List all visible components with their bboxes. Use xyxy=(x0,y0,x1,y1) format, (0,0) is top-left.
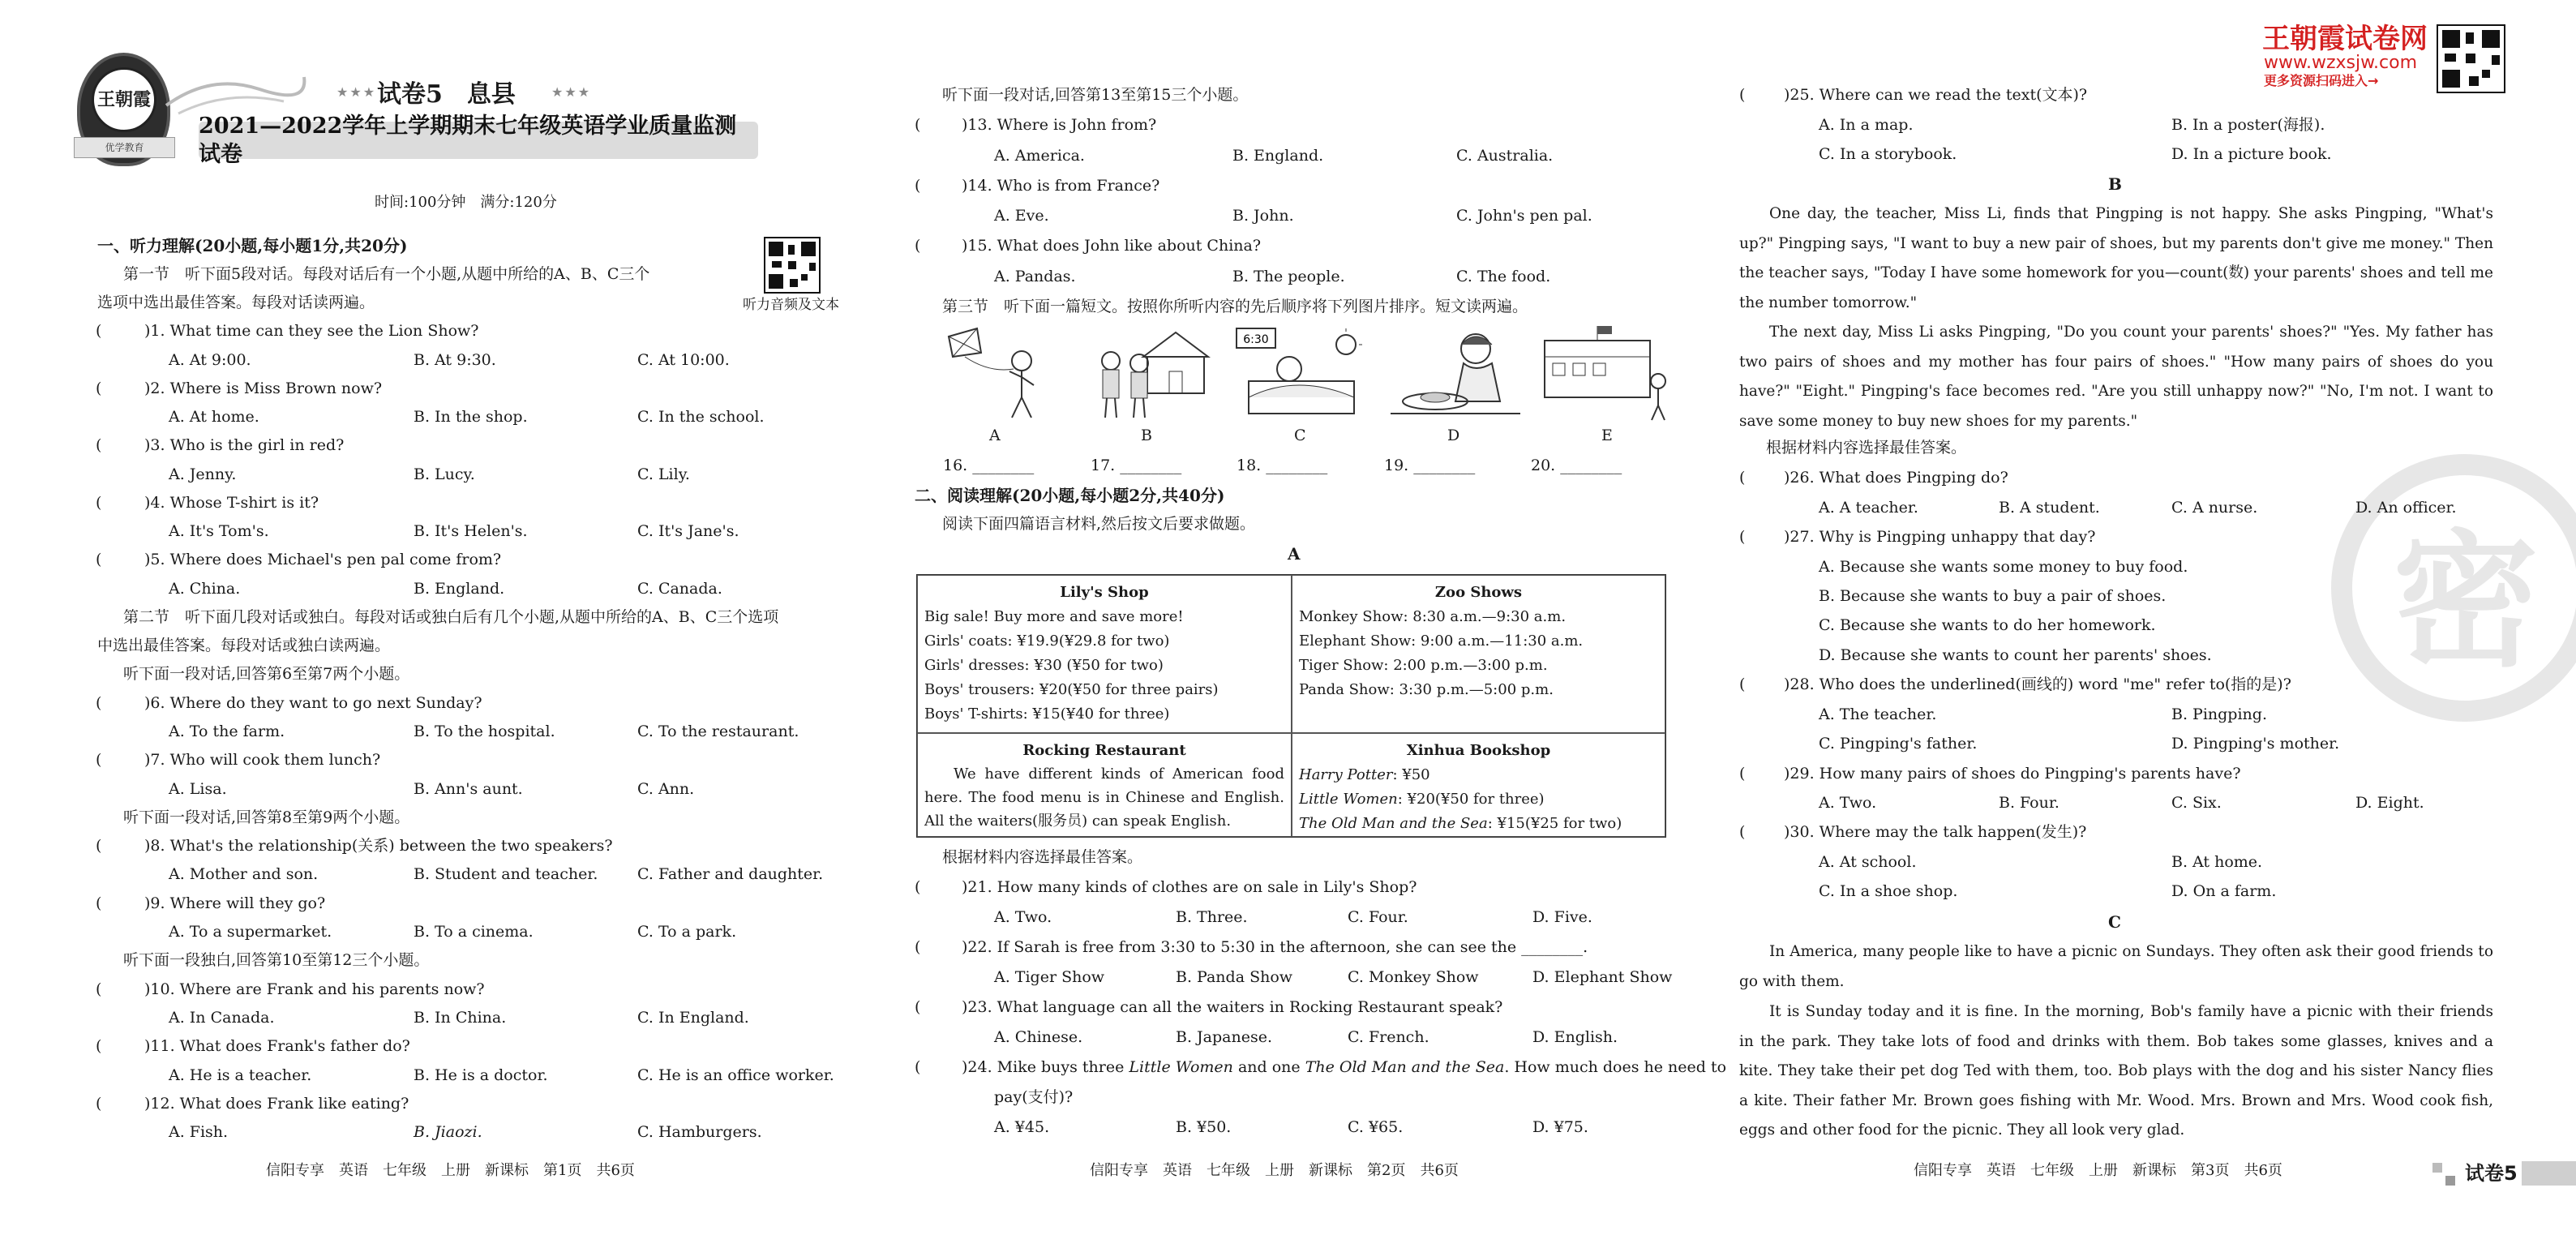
option-14a[interactable]: A. Eve. xyxy=(994,207,1049,225)
option-1b[interactable]: B. At 9:30. xyxy=(414,351,496,369)
restaurant-cell xyxy=(917,733,1292,837)
question-21: )21. How many kinds of clothes are on sale in Lily's Shop? xyxy=(962,878,1417,896)
section2-intro: 阅读下面四篇语言材料,然后按文后要求做题。 xyxy=(942,515,1256,533)
option-2b[interactable]: B. In the shop. xyxy=(414,408,528,426)
option-8a[interactable]: A. Mother and son. xyxy=(169,865,319,883)
option-25b[interactable]: B. In a poster(海报). xyxy=(2171,116,2325,134)
option-22c[interactable]: C. Monkey Show xyxy=(1348,968,1479,986)
question-15: )15. What does John like about China? xyxy=(962,237,1262,255)
option-28a[interactable]: A. The teacher. xyxy=(1819,705,1937,723)
part1-intro: 第一节 听下面5段对话。每段对话后有一个小题,从题中所给的A、B、C三个 xyxy=(123,265,650,283)
restaurant-text: We have different kinds of American food here. The food menu is in Chinese and English. All the waiters(服务员) can speak English. xyxy=(924,765,1284,830)
zoo-line: Panda Show: 3:30 p.m.—5:00 p.m. xyxy=(1299,681,1554,698)
question-4: )4. Whose T-shirt is it? xyxy=(144,494,319,512)
option-30b[interactable]: B. At home. xyxy=(2171,853,2263,871)
question-5: )5. Where does Michael's pen pal come from? xyxy=(144,551,502,568)
option-29a[interactable]: A. Two. xyxy=(1819,794,1877,812)
option-29b[interactable]: B. Four. xyxy=(1999,794,2060,812)
picture-d-eating-icon xyxy=(1387,324,1524,422)
zoo-shows-cell xyxy=(1292,575,1665,733)
question-14: )14. Who is from France? xyxy=(962,177,1160,195)
option-25c[interactable]: C. In a storybook. xyxy=(1819,145,1957,163)
question-24: )24. Mike buys three Little Women and one The Old Man and the Sea. How much does he need to xyxy=(962,1058,1727,1076)
section2-title: 二、阅读理解(20小题,每小题2分,共40分) xyxy=(915,486,1225,505)
option-27d[interactable]: D. Because she wants to count her parents' shoes. xyxy=(1819,646,2212,664)
option-28d[interactable]: D. Pingping's mother. xyxy=(2171,735,2340,753)
picture-label-e: E xyxy=(1601,427,1613,444)
exam-title: 2021—2022学年上学期期末七年级英语学业质量监测试卷 xyxy=(199,122,758,159)
section1-title: 一、听力理解(20小题,每小题1分,共20分) xyxy=(97,236,408,255)
option-27a[interactable]: A. Because she wants some money to buy food. xyxy=(1819,558,2188,576)
passage-c-label: C xyxy=(2108,912,2121,932)
option-5c[interactable]: C. Canada. xyxy=(637,580,722,598)
footer-page-2: 信阳专享 英语 七年级 上册 新课标 第2页 共6页 xyxy=(1090,1162,1459,1179)
answer-blank-18[interactable]: 18. ________ xyxy=(1237,457,1328,474)
picture-label-d: D xyxy=(1447,427,1460,444)
question-8: )8. What's the relationship(关系) between the two speakers? xyxy=(144,837,613,855)
listen-13-15: 听下面一段对话,回答第13至第15三个小题。 xyxy=(942,86,1249,104)
option-4c[interactable]: C. It's Jane's. xyxy=(637,522,739,540)
brand-qr-code[interactable] xyxy=(2437,24,2505,93)
option-7b[interactable]: B. Ann's aunt. xyxy=(414,780,523,798)
option-15c[interactable]: C. The food. xyxy=(1456,268,1551,285)
option-8b[interactable]: B. Student and teacher. xyxy=(414,865,598,883)
lily-line: Boys' trousers: ¥20(¥50 for three pairs) xyxy=(924,681,1219,698)
option-28c[interactable]: C. Pingping's father. xyxy=(1819,735,1978,753)
option-2c[interactable]: C. In the school. xyxy=(637,408,765,426)
option-15a[interactable]: A. Pandas. xyxy=(994,268,1076,285)
option-9c[interactable]: C. To a park. xyxy=(637,923,737,941)
stars-left: ★★★ xyxy=(336,84,377,100)
corner-bar xyxy=(2522,1161,2576,1186)
book-line: The Old Man and the Sea: ¥15(¥25 for two) xyxy=(1299,815,1622,832)
question-22: )22. If Sarah is free from 3:30 to 5:30 in the afternoon, she can see the ________. xyxy=(962,938,1588,956)
audio-qr-code[interactable] xyxy=(764,237,821,294)
answer-blank-20[interactable]: 20. ________ xyxy=(1531,457,1622,474)
passage-b-para-2: The next day, Miss Li asks Pingping, "Do you count your parents' shoes?" "Yes. My father has two pairs of shoes and my mother has four pairs of shoes." "How many pairs of shoes do you have?" "Eight." Pingping's face becomes red. "Are you still unhappy now?" "No, I'm not. I want to save some money to buy new shoes for my parents." xyxy=(1739,324,2493,430)
picture-b-house-icon xyxy=(1078,324,1216,422)
option-22d[interactable]: D. Elephant Show xyxy=(1532,968,1673,986)
option-9a[interactable]: A. To a supermarket. xyxy=(169,923,332,941)
qr-caption: 听力音频及文本 xyxy=(743,297,839,313)
option-12c[interactable]: C. Hamburgers. xyxy=(637,1123,762,1141)
option-27b[interactable]: B. Because she wants to buy a pair of shoes. xyxy=(1819,587,2167,605)
picture-e-school-icon xyxy=(1537,324,1674,422)
option-23a[interactable]: A. Chinese. xyxy=(994,1028,1083,1046)
option-21b[interactable]: B. Three. xyxy=(1176,908,1248,926)
lily-line: Big sale! Buy more and save more! xyxy=(924,608,1184,625)
question-3: )3. Who is the girl in red? xyxy=(144,436,345,454)
zoo-line: Elephant Show: 9:00 a.m.—11:30 a.m. xyxy=(1299,633,1584,650)
stars-right: ★★★ xyxy=(551,84,592,100)
time-score: 时间:100分钟 满分:120分 xyxy=(375,194,557,211)
option-4a[interactable]: A. It's Tom's. xyxy=(169,522,269,540)
lily-line: Girls' dresses: ¥30 (¥50 for two) xyxy=(924,657,1164,674)
option-23d[interactable]: D. English. xyxy=(1532,1028,1618,1046)
option-13c[interactable]: C. Australia. xyxy=(1456,147,1554,165)
option-2a[interactable]: A. At home. xyxy=(169,408,259,426)
option-22b[interactable]: B. Panda Show xyxy=(1176,968,1293,986)
option-30a[interactable]: A. At school. xyxy=(1819,853,1917,871)
question-23: )23. What language can all the waiters in Rocking Restaurant speak? xyxy=(962,998,1503,1016)
option-25a[interactable]: A. In a map. xyxy=(1819,116,1914,134)
watermark-glyph: 密 xyxy=(2393,517,2540,687)
option-10b[interactable]: B. In China. xyxy=(414,1009,507,1027)
option-13a[interactable]: A. America. xyxy=(994,147,1085,165)
part3-intro: 第三节 听下面一篇短文。按照你所听内容的先后顺序将下列图片排序。短文读两遍。 xyxy=(942,298,1528,315)
option-12a[interactable]: A. Fish. xyxy=(169,1123,229,1141)
option-24a[interactable]: A. ¥45. xyxy=(994,1118,1050,1136)
option-4b[interactable]: B. It's Helen's. xyxy=(414,522,528,540)
listen-10-12: 听下面一段独白,回答第10至第12三个小题。 xyxy=(123,951,430,969)
question-13: )13. Where is John from? xyxy=(962,116,1157,134)
picture-label-b: B xyxy=(1141,427,1152,444)
clock-text: 6:30 xyxy=(1243,333,1269,346)
option-25d[interactable]: D. In a picture book. xyxy=(2171,145,2332,163)
option-26c[interactable]: C. A nurse. xyxy=(2171,499,2258,517)
option-26b[interactable]: B. A student. xyxy=(1999,499,2100,517)
question-10: )10. Where are Frank and his parents now? xyxy=(144,980,485,998)
restaurant-title: Rocking Restaurant xyxy=(1022,742,1186,759)
question-9: )9. Where will they go? xyxy=(144,894,326,912)
option-28b[interactable]: B. Pingping. xyxy=(2171,705,2267,723)
part1-intro-cont: 选项中选出最佳答案。每段对话读两遍。 xyxy=(97,294,375,311)
option-26a[interactable]: A. A teacher. xyxy=(1819,499,1918,517)
passage-c-para-1: In America, many people like to have a picnic on Sundays. They often ask their good friends to go with them. xyxy=(1739,943,2493,990)
option-14c[interactable]: C. John's pen pal. xyxy=(1456,207,1592,225)
zoo-shows-title: Zoo Shows xyxy=(1434,584,1523,601)
option-24c[interactable]: C. ¥65. xyxy=(1348,1118,1404,1136)
option-5a[interactable]: A. China. xyxy=(169,580,241,598)
option-11c[interactable]: C. He is an office worker. xyxy=(637,1066,834,1084)
answer-blank-17[interactable]: 17. ________ xyxy=(1091,457,1182,474)
option-5b[interactable]: B. England. xyxy=(414,580,505,598)
option-9b[interactable]: B. To a cinema. xyxy=(414,923,534,941)
bookshop-cell xyxy=(1292,733,1665,837)
option-11a[interactable]: A. He is a teacher. xyxy=(169,1066,312,1084)
brand-url[interactable]: www.wzxsjw.com xyxy=(2264,53,2418,73)
footer-page-1: 信阳专享 英语 七年级 上册 新课标 第1页 共6页 xyxy=(266,1162,635,1179)
corner-squares-icon xyxy=(2432,1163,2457,1187)
option-21d[interactable]: D. Five. xyxy=(1532,908,1592,926)
book-line: Harry Potter: ¥50 xyxy=(1299,766,1430,783)
lilys-shop-title: Lily's Shop xyxy=(1060,584,1149,601)
passage-b-para-1: One day, the teacher, Miss Li, finds that Pingping is not happy. She asks Pingping, "What's up?" Pingping says, "I want to buy a new pair of shoes, but my parents don't give me money." Then the teacher says, "Today I have some homework for you—count(数) your parents' shoes and tell me the number tomorrow." xyxy=(1739,205,2493,311)
corner-paper-tag: 试卷5 xyxy=(2465,1162,2518,1185)
option-10a[interactable]: A. In Canada. xyxy=(169,1009,275,1027)
option-22a[interactable]: A. Tiger Show xyxy=(994,968,1105,986)
picture-a-kite-icon xyxy=(932,324,1070,422)
option-24b[interactable]: B. ¥50. xyxy=(1176,1118,1232,1136)
part2-intro-cont: 中选出最佳答案。每段对话或独白读两遍。 xyxy=(97,637,391,654)
brand-more: 更多资源扫码进入→ xyxy=(2264,73,2379,88)
answer-blank-19[interactable]: 19. ________ xyxy=(1384,457,1476,474)
option-7c[interactable]: C. Ann. xyxy=(637,780,695,798)
question-6: )6. Where do they want to go next Sunday? xyxy=(144,694,482,712)
publisher-logo xyxy=(77,53,170,166)
zoo-line: Tiger Show: 2:00 p.m.—3:00 p.m. xyxy=(1299,657,1548,674)
option-3c[interactable]: C. Lily. xyxy=(637,465,690,483)
footer-page-3: 信阳专享 英语 七年级 上册 新课标 第3页 共6页 xyxy=(1914,1162,2282,1179)
option-15b[interactable]: B. The people. xyxy=(1232,268,1345,285)
option-12b[interactable]: B. Jiaozi. xyxy=(414,1123,482,1141)
choose-best-b: 根据材料内容选择最佳答案。 xyxy=(1766,439,1967,457)
option-14b[interactable]: B. John. xyxy=(1232,207,1294,225)
option-8c[interactable]: C. Father and daughter. xyxy=(637,865,824,883)
option-27c[interactable]: C. Because she wants to do her homework. xyxy=(1819,616,2156,634)
logo-text: 王朝霞 xyxy=(92,67,156,132)
option-23b[interactable]: B. Japanese. xyxy=(1176,1028,1272,1046)
brand-name: 王朝霞试卷网 xyxy=(2262,23,2428,55)
option-3b[interactable]: B. Lucy. xyxy=(414,465,475,483)
listen-8-9: 听下面一段对话,回答第8至第9两个小题。 xyxy=(123,808,410,826)
passage-b-label: B xyxy=(2108,174,2122,194)
lilys-shop-cell xyxy=(917,575,1292,733)
question-11: )11. What does Frank's father do? xyxy=(144,1037,410,1055)
option-21c[interactable]: C. Four. xyxy=(1348,908,1408,926)
question-24-cont: pay(支付)? xyxy=(994,1088,1074,1106)
option-30d[interactable]: D. On a farm. xyxy=(2171,882,2277,900)
option-6b[interactable]: B. To the hospital. xyxy=(414,723,555,740)
question-12: )12. What does Frank like eating? xyxy=(144,1095,409,1113)
option-21a[interactable]: A. Two. xyxy=(994,908,1052,926)
option-13b[interactable]: B. England. xyxy=(1232,147,1324,165)
lily-line: Boys' T-shirts: ¥15(¥40 for three) xyxy=(924,705,1170,723)
choose-best-a: 根据材料内容选择最佳答案。 xyxy=(942,848,1143,866)
option-23c[interactable]: C. French. xyxy=(1348,1028,1429,1046)
picture-label-a: A xyxy=(989,427,1001,444)
option-30c[interactable]: C. In a shoe shop. xyxy=(1819,882,1958,900)
watermark-seal xyxy=(2331,454,2576,722)
lily-line: Girls' coats: ¥19.9(¥29.8 for two) xyxy=(924,633,1170,650)
option-10c[interactable]: C. In England. xyxy=(637,1009,749,1027)
passage-c-para-2: It is Sunday today and it is fine. In the morning, Bob's family have a picnic with their friends in the park. They take lots of food and drinks with them. Bob takes some glasses, knives and a kite. They take their pet dog Ted with them, too. Bob plays with the dog and his sister Nancy flies a kite. Their father Mr. Brown goes fishing with Mr. Wood. Mrs. Brown and Mrs. Wood cook fish, eggs and other food for the picnic. They all look very glad. xyxy=(1739,1003,2493,1139)
option-11b[interactable]: B. He is a doctor. xyxy=(414,1066,548,1084)
option-3a[interactable]: A. Jenny. xyxy=(169,465,237,483)
passage-a-table xyxy=(916,574,1666,838)
zoo-line: Monkey Show: 8:30 a.m.—9:30 a.m. xyxy=(1299,608,1567,625)
option-1a[interactable]: A. At 9:00. xyxy=(169,351,251,369)
question-2: )2. Where is Miss Brown now? xyxy=(144,380,383,397)
question-7: )7. Who will cook them lunch? xyxy=(144,751,381,769)
listen-6-7: 听下面一段对话,回答第6至第7两个小题。 xyxy=(123,665,410,683)
picture-c-wakeup-icon xyxy=(1232,324,1370,422)
question-1: )1. What time can they see the Lion Show? xyxy=(144,322,479,340)
part2-intro: 第二节 听下面几段对话或独白。每段对话或独白后有几个小题,从题中所给的A、B、C三个选项 xyxy=(123,608,779,626)
book-line: Little Women: ¥20(¥50 for three) xyxy=(1299,791,1545,808)
option-6c[interactable]: C. To the restaurant. xyxy=(637,723,799,740)
option-7a[interactable]: A. Lisa. xyxy=(169,780,227,798)
answer-blank-16[interactable]: 16. ________ xyxy=(943,457,1035,474)
option-1c[interactable]: C. At 10:00. xyxy=(637,351,730,369)
option-24d[interactable]: D. ¥75. xyxy=(1532,1118,1588,1136)
logo-ribbon: 优学教育 xyxy=(74,137,175,158)
option-29c[interactable]: C. Six. xyxy=(2171,794,2222,812)
bookshop-title: Xinhua Bookshop xyxy=(1406,742,1551,759)
option-6a[interactable]: A. To the farm. xyxy=(169,723,285,740)
picture-label-c: C xyxy=(1294,427,1306,444)
paper-title: 试卷5 息县 xyxy=(377,80,516,109)
option-29d[interactable]: D. Eight. xyxy=(2355,794,2424,812)
option-26d[interactable]: D. An officer. xyxy=(2355,499,2457,517)
passage-a-label: A xyxy=(1288,544,1301,564)
